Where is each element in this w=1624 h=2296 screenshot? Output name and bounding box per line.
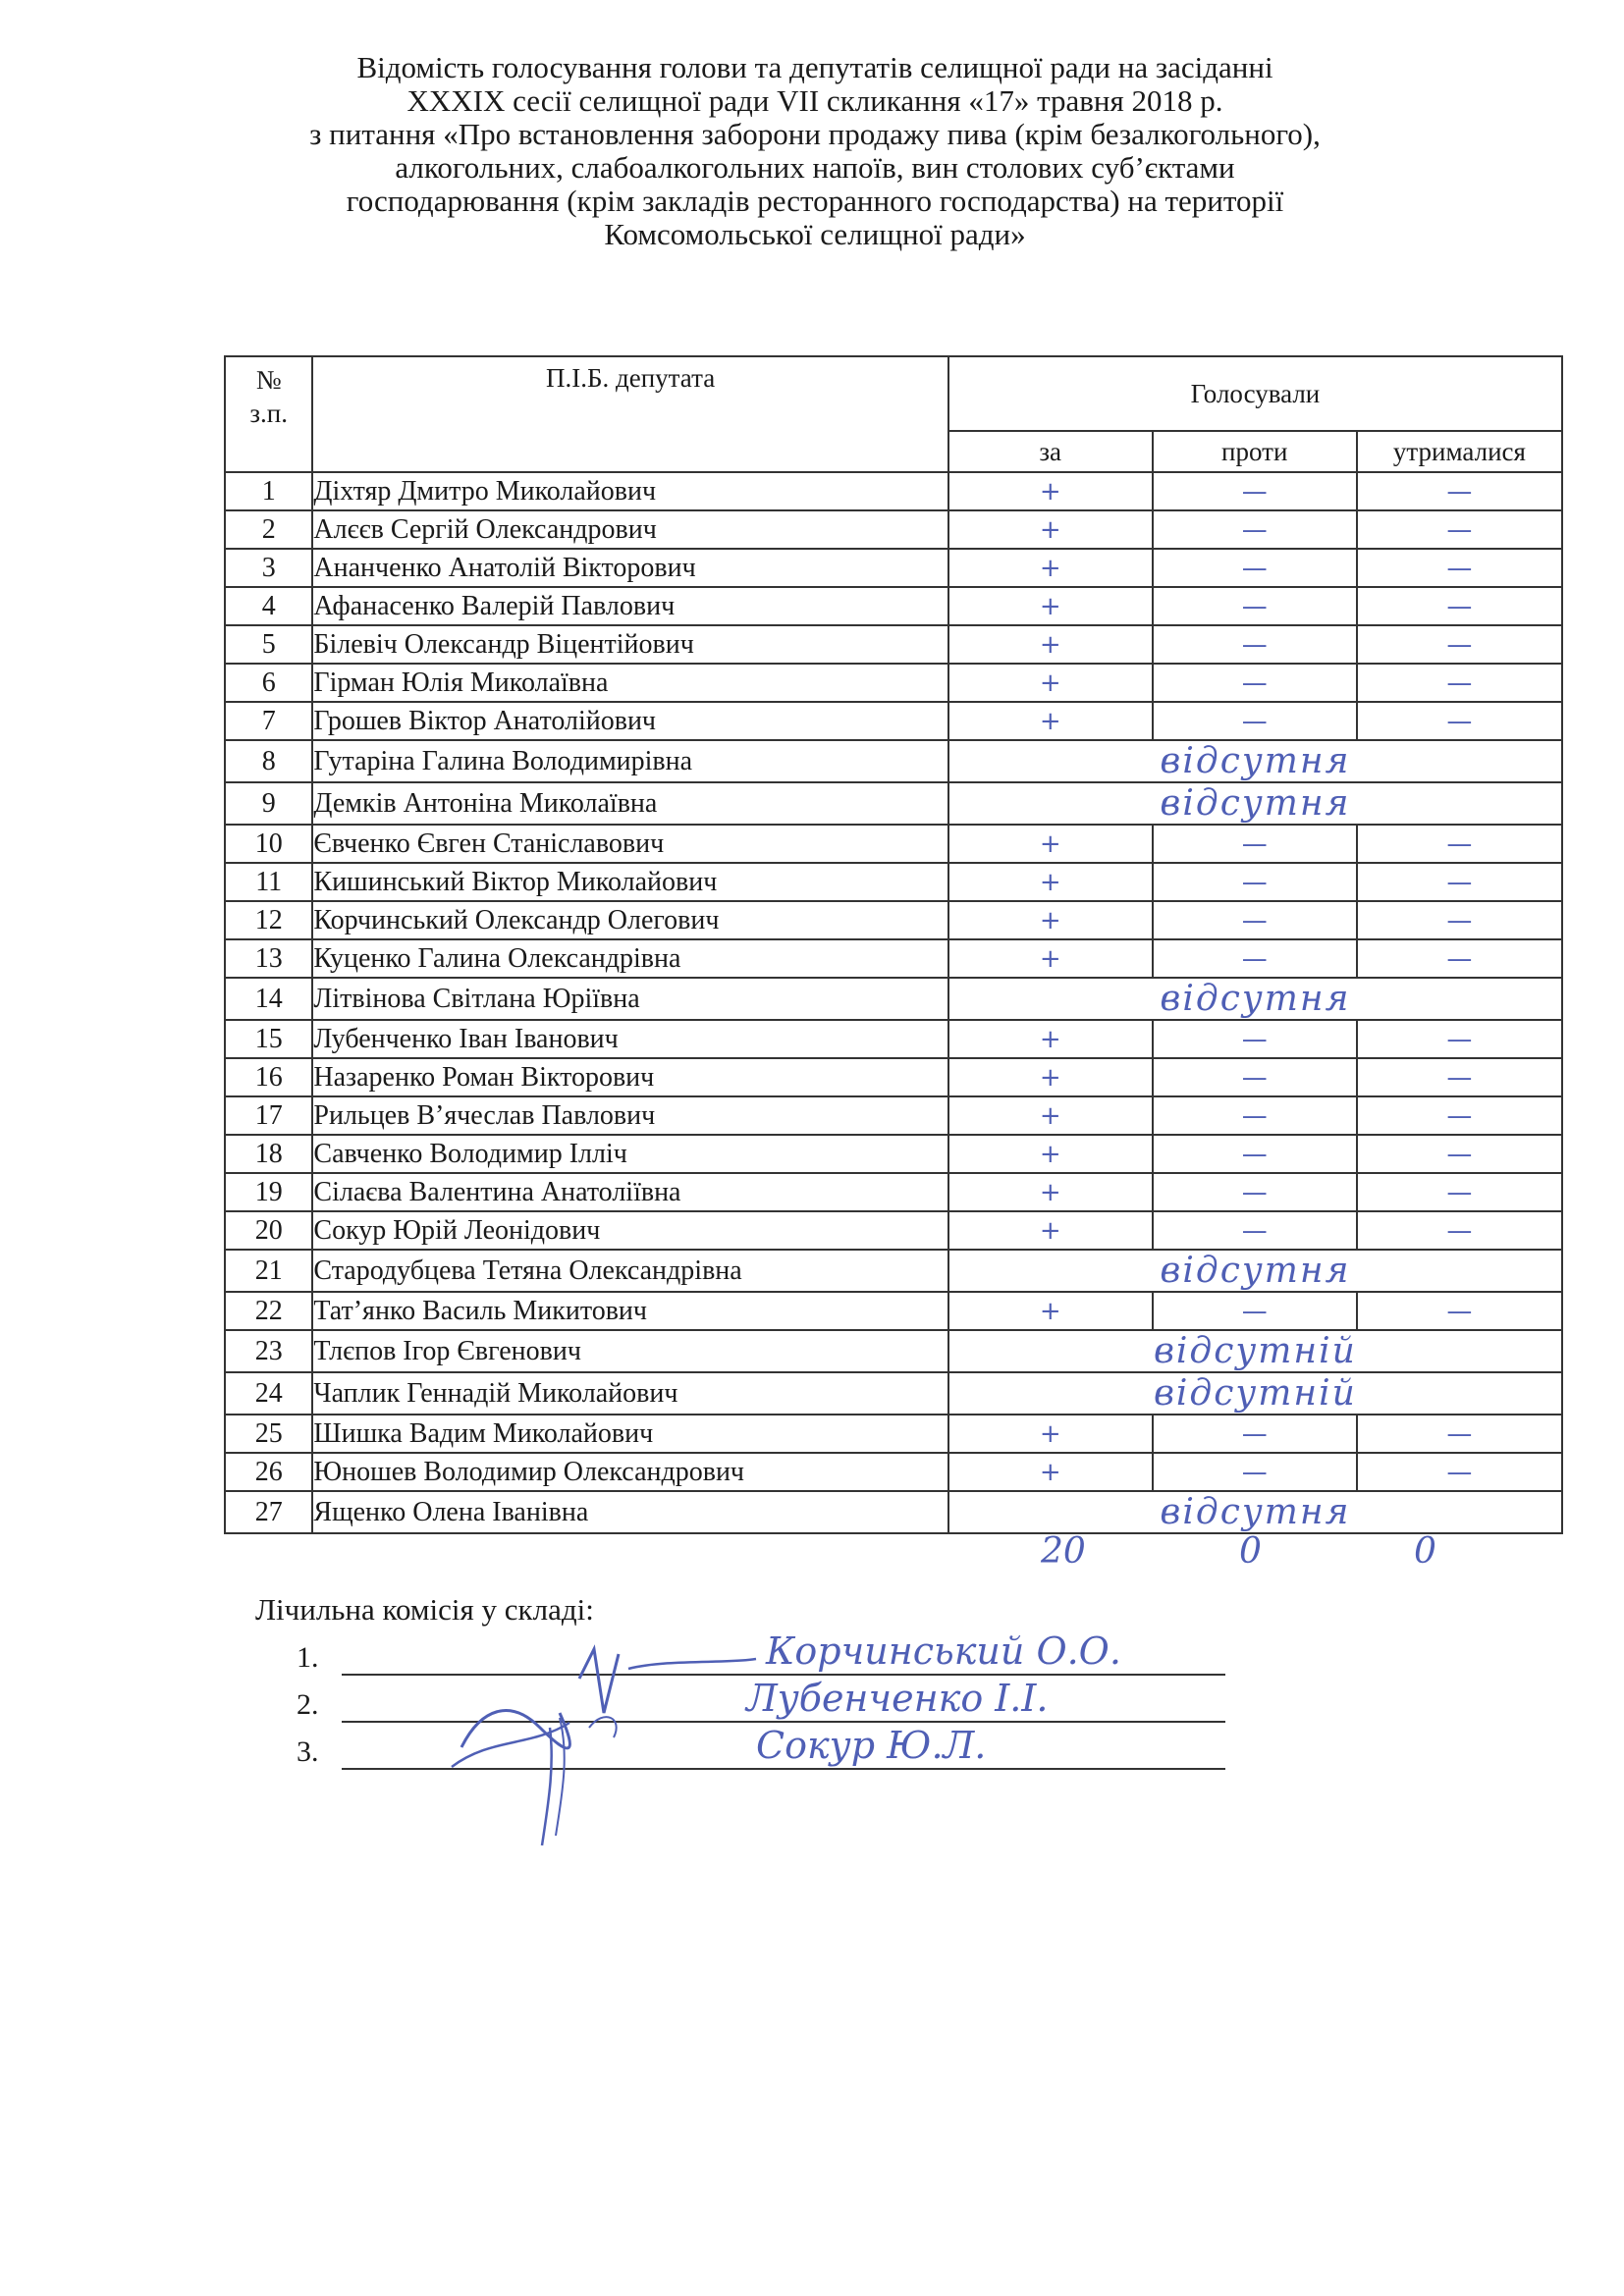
- vote-for-mark: +: [948, 901, 1153, 939]
- table-row: [225, 782, 1562, 825]
- row-number: 7: [225, 702, 312, 740]
- vote-for-mark: +: [948, 1096, 1153, 1135]
- deputy-name: Корчинський Олександр Олегович: [312, 901, 947, 939]
- table-row: [225, 1173, 1562, 1211]
- deputy-name: Лубенченко Іван Іванович: [312, 1020, 947, 1058]
- table-body: [225, 472, 1562, 1533]
- row-number: 24: [225, 1372, 312, 1415]
- table-row: [225, 1372, 1562, 1415]
- vote-abstained-mark: —: [1357, 1211, 1562, 1250]
- member-handwritten-name: Корчинський О.О.: [766, 1629, 1121, 1673]
- deputy-name: Ященко Олена Іванівна: [312, 1491, 947, 1533]
- vote-for-mark: +: [948, 1173, 1153, 1211]
- vote-against-mark: —: [1153, 901, 1357, 939]
- deputy-name: Ананченко Анатолій Вікторович: [312, 549, 947, 587]
- vote-against-mark: —: [1153, 863, 1357, 901]
- vote-against-mark: —: [1153, 625, 1357, 664]
- title-line: Відомість голосування голови та депутатів селищної ради на засіданні: [356, 50, 1273, 84]
- deputy-name: Тат’янко Василь Микитович: [312, 1292, 947, 1330]
- vote-against-mark: —: [1153, 1135, 1357, 1173]
- vote-against-mark: —: [1153, 1020, 1357, 1058]
- table-row: [225, 1415, 1562, 1453]
- header-abstained: утрималися: [1357, 431, 1562, 472]
- vote-for-mark: +: [948, 1020, 1153, 1058]
- table-row: [225, 863, 1562, 901]
- vote-against-mark: —: [1153, 702, 1357, 740]
- row-number: 5: [225, 625, 312, 664]
- vote-abstained-mark: —: [1357, 472, 1562, 510]
- vote-for-mark: +: [948, 939, 1153, 978]
- vote-against-mark: —: [1153, 825, 1357, 863]
- deputy-name: Сілаєва Валентина Анатоліївна: [312, 1173, 947, 1211]
- deputy-name: Тлєпов Ігор Євгенович: [312, 1330, 947, 1372]
- vote-for-mark: +: [948, 1453, 1153, 1491]
- vote-abstained-mark: —: [1357, 1292, 1562, 1330]
- absent-mark: відсутня: [948, 978, 1562, 1020]
- row-number: 2: [225, 510, 312, 549]
- table-row: [225, 664, 1562, 702]
- row-number: 1: [225, 472, 312, 510]
- deputy-name: Чаплик Геннадій Миколайович: [312, 1372, 947, 1415]
- row-number: 23: [225, 1330, 312, 1372]
- deputy-name: Діхтяр Дмитро Миколайович: [312, 472, 947, 510]
- row-number: 18: [225, 1135, 312, 1173]
- absent-mark: відсутній: [948, 1372, 1562, 1415]
- vote-abstained-mark: —: [1357, 1096, 1562, 1135]
- table-row: [225, 472, 1562, 510]
- deputy-name: Савченко Володимир Ілліч: [312, 1135, 947, 1173]
- table-row: [225, 1058, 1562, 1096]
- row-number: 17: [225, 1096, 312, 1135]
- table-row: [225, 740, 1562, 782]
- vote-abstained-mark: —: [1357, 549, 1562, 587]
- vote-against-mark: —: [1153, 1292, 1357, 1330]
- member-number: 2.: [297, 1688, 319, 1721]
- total-abstained: 0: [1414, 1531, 1436, 1572]
- deputy-name: Афанасенко Валерій Павлович: [312, 587, 947, 625]
- row-number: 27: [225, 1491, 312, 1533]
- vote-for-mark: +: [948, 510, 1153, 549]
- table-row: [225, 1491, 1562, 1533]
- vote-for-mark: +: [948, 863, 1153, 901]
- vote-for-mark: +: [948, 625, 1153, 664]
- row-number: 20: [225, 1211, 312, 1250]
- table-row: [225, 1292, 1562, 1330]
- deputy-name: Рильцев В’ячеслав Павлович: [312, 1096, 947, 1135]
- title-line: господарювання (крім закладів ресторанного господарства) на території: [346, 184, 1284, 218]
- table-row: [225, 825, 1562, 863]
- row-number: 25: [225, 1415, 312, 1453]
- vote-abstained-mark: —: [1357, 1415, 1562, 1453]
- header-against: проти: [1153, 431, 1357, 472]
- table-row: [225, 978, 1562, 1020]
- header-voted: Голосували: [948, 356, 1562, 431]
- deputy-name: Білевіч Олександр Віцентійович: [312, 625, 947, 664]
- absent-mark: відсутня: [948, 1250, 1562, 1292]
- row-number: 14: [225, 978, 312, 1020]
- row-number: 3: [225, 549, 312, 587]
- header-number-symbol: №: [255, 365, 282, 395]
- vote-abstained-mark: —: [1357, 901, 1562, 939]
- deputy-name: Літвінова Світлана Юріївна: [312, 978, 947, 1020]
- vote-against-mark: —: [1153, 510, 1357, 549]
- vote-abstained-mark: —: [1357, 1135, 1562, 1173]
- deputy-name: Стародубцева Тетяна Олександрівна: [312, 1250, 947, 1292]
- row-number: 21: [225, 1250, 312, 1292]
- vote-abstained-mark: —: [1357, 625, 1562, 664]
- table-row: [225, 625, 1562, 664]
- deputy-name: Шишка Вадим Миколайович: [312, 1415, 947, 1453]
- header-for: за: [948, 431, 1153, 472]
- row-number: 12: [225, 901, 312, 939]
- vote-against-mark: —: [1153, 664, 1357, 702]
- title-line: алкогольних, слабоалкогольних напоїв, вин столових суб’єктами: [395, 150, 1235, 185]
- absent-mark: відсутня: [948, 1491, 1562, 1533]
- table-row: [225, 1096, 1562, 1135]
- vote-abstained-mark: —: [1357, 1058, 1562, 1096]
- table-row: [225, 1020, 1562, 1058]
- vote-against-mark: —: [1153, 472, 1357, 510]
- vote-abstained-mark: —: [1357, 664, 1562, 702]
- table-row: [225, 939, 1562, 978]
- signature-scribbles: [432, 1620, 766, 1855]
- deputy-name: Гірман Юлія Миколаївна: [312, 664, 947, 702]
- deputy-name: Назаренко Роман Вікторович: [312, 1058, 947, 1096]
- table-row: [225, 510, 1562, 549]
- vote-for-mark: +: [948, 825, 1153, 863]
- absent-mark: відсутня: [948, 740, 1562, 782]
- vote-for-mark: +: [948, 472, 1153, 510]
- vote-for-mark: +: [948, 549, 1153, 587]
- deputy-name: Грошев Віктор Анатолійович: [312, 702, 947, 740]
- absent-mark: відсутня: [948, 782, 1562, 825]
- table-row: [225, 1211, 1562, 1250]
- member-number: 3.: [297, 1735, 319, 1768]
- vote-for-mark: +: [948, 1415, 1153, 1453]
- vote-against-mark: —: [1153, 1096, 1357, 1135]
- vote-for-mark: +: [948, 1211, 1153, 1250]
- deputy-name: Сокур Юрій Леонідович: [312, 1211, 947, 1250]
- vote-abstained-mark: —: [1357, 863, 1562, 901]
- deputy-name: Демків Антоніна Миколаївна: [312, 782, 947, 825]
- vote-against-mark: —: [1153, 549, 1357, 587]
- vote-against-mark: —: [1153, 1058, 1357, 1096]
- header-number-abbr: з.п.: [249, 399, 288, 428]
- row-number: 16: [225, 1058, 312, 1096]
- vote-for-mark: +: [948, 702, 1153, 740]
- vote-abstained-mark: —: [1357, 1173, 1562, 1211]
- vote-abstained-mark: —: [1357, 510, 1562, 549]
- header-name: П.І.Б. депутата: [312, 356, 947, 472]
- commission-heading: Лічильна комісія у складі:: [255, 1592, 594, 1627]
- row-number: 8: [225, 740, 312, 782]
- row-number: 6: [225, 664, 312, 702]
- absent-mark: відсутній: [948, 1330, 1562, 1372]
- table-row: [225, 549, 1562, 587]
- vote-for-mark: +: [948, 664, 1153, 702]
- total-for: 20: [1041, 1531, 1086, 1572]
- vote-abstained-mark: —: [1357, 1453, 1562, 1491]
- table-row: [225, 702, 1562, 740]
- member-handwritten-name: Сокур Ю.Л.: [756, 1724, 987, 1767]
- row-number: 22: [225, 1292, 312, 1330]
- vote-abstained-mark: —: [1357, 702, 1562, 740]
- vote-for-mark: +: [948, 1058, 1153, 1096]
- row-number: 9: [225, 782, 312, 825]
- deputy-name: Гутаріна Галина Володимирівна: [312, 740, 947, 782]
- voting-table: [224, 355, 1563, 1534]
- vote-for-mark: +: [948, 1135, 1153, 1173]
- total-against: 0: [1239, 1531, 1262, 1572]
- table-row: [225, 1250, 1562, 1292]
- deputy-name: Євченко Євген Станіславович: [312, 825, 947, 863]
- header-number: [225, 356, 312, 472]
- vote-abstained-mark: —: [1357, 587, 1562, 625]
- row-number: 13: [225, 939, 312, 978]
- row-number: 26: [225, 1453, 312, 1491]
- vote-abstained-mark: —: [1357, 825, 1562, 863]
- vote-against-mark: —: [1153, 1415, 1357, 1453]
- deputy-name: Алєєв Сергій Олександрович: [312, 510, 947, 549]
- member-number: 1.: [297, 1641, 319, 1674]
- row-number: 15: [225, 1020, 312, 1058]
- row-number: 4: [225, 587, 312, 625]
- vote-against-mark: —: [1153, 587, 1357, 625]
- table-row: [225, 587, 1562, 625]
- vote-abstained-mark: —: [1357, 939, 1562, 978]
- deputy-name: Кишинський Віктор Миколайович: [312, 863, 947, 901]
- vote-against-mark: —: [1153, 1453, 1357, 1491]
- title-line: XXXIX сесії селищної ради VII скликання «17» травня 2018 р.: [406, 83, 1223, 118]
- title-line: Комсомольської селищної ради»: [604, 217, 1026, 251]
- row-number: 19: [225, 1173, 312, 1211]
- title-line: з питання «Про встановлення заборони продажу пива (крім безалкогольного),: [309, 117, 1321, 151]
- vote-against-mark: —: [1153, 1211, 1357, 1250]
- vote-against-mark: —: [1153, 1173, 1357, 1211]
- row-number: 11: [225, 863, 312, 901]
- table-row: [225, 1135, 1562, 1173]
- vote-for-mark: +: [948, 587, 1153, 625]
- deputy-name: Куценко Галина Олександрівна: [312, 939, 947, 978]
- table-row: [225, 901, 1562, 939]
- member-handwritten-name: Лубенченко І.І.: [746, 1677, 1049, 1720]
- vote-for-mark: +: [948, 1292, 1153, 1330]
- vote-against-mark: —: [1153, 939, 1357, 978]
- row-number: 10: [225, 825, 312, 863]
- table-row: [225, 1453, 1562, 1491]
- document-title: [226, 51, 1404, 251]
- vote-abstained-mark: —: [1357, 1020, 1562, 1058]
- deputy-name: Юношев Володимир Олександрович: [312, 1453, 947, 1491]
- table-row: [225, 1330, 1562, 1372]
